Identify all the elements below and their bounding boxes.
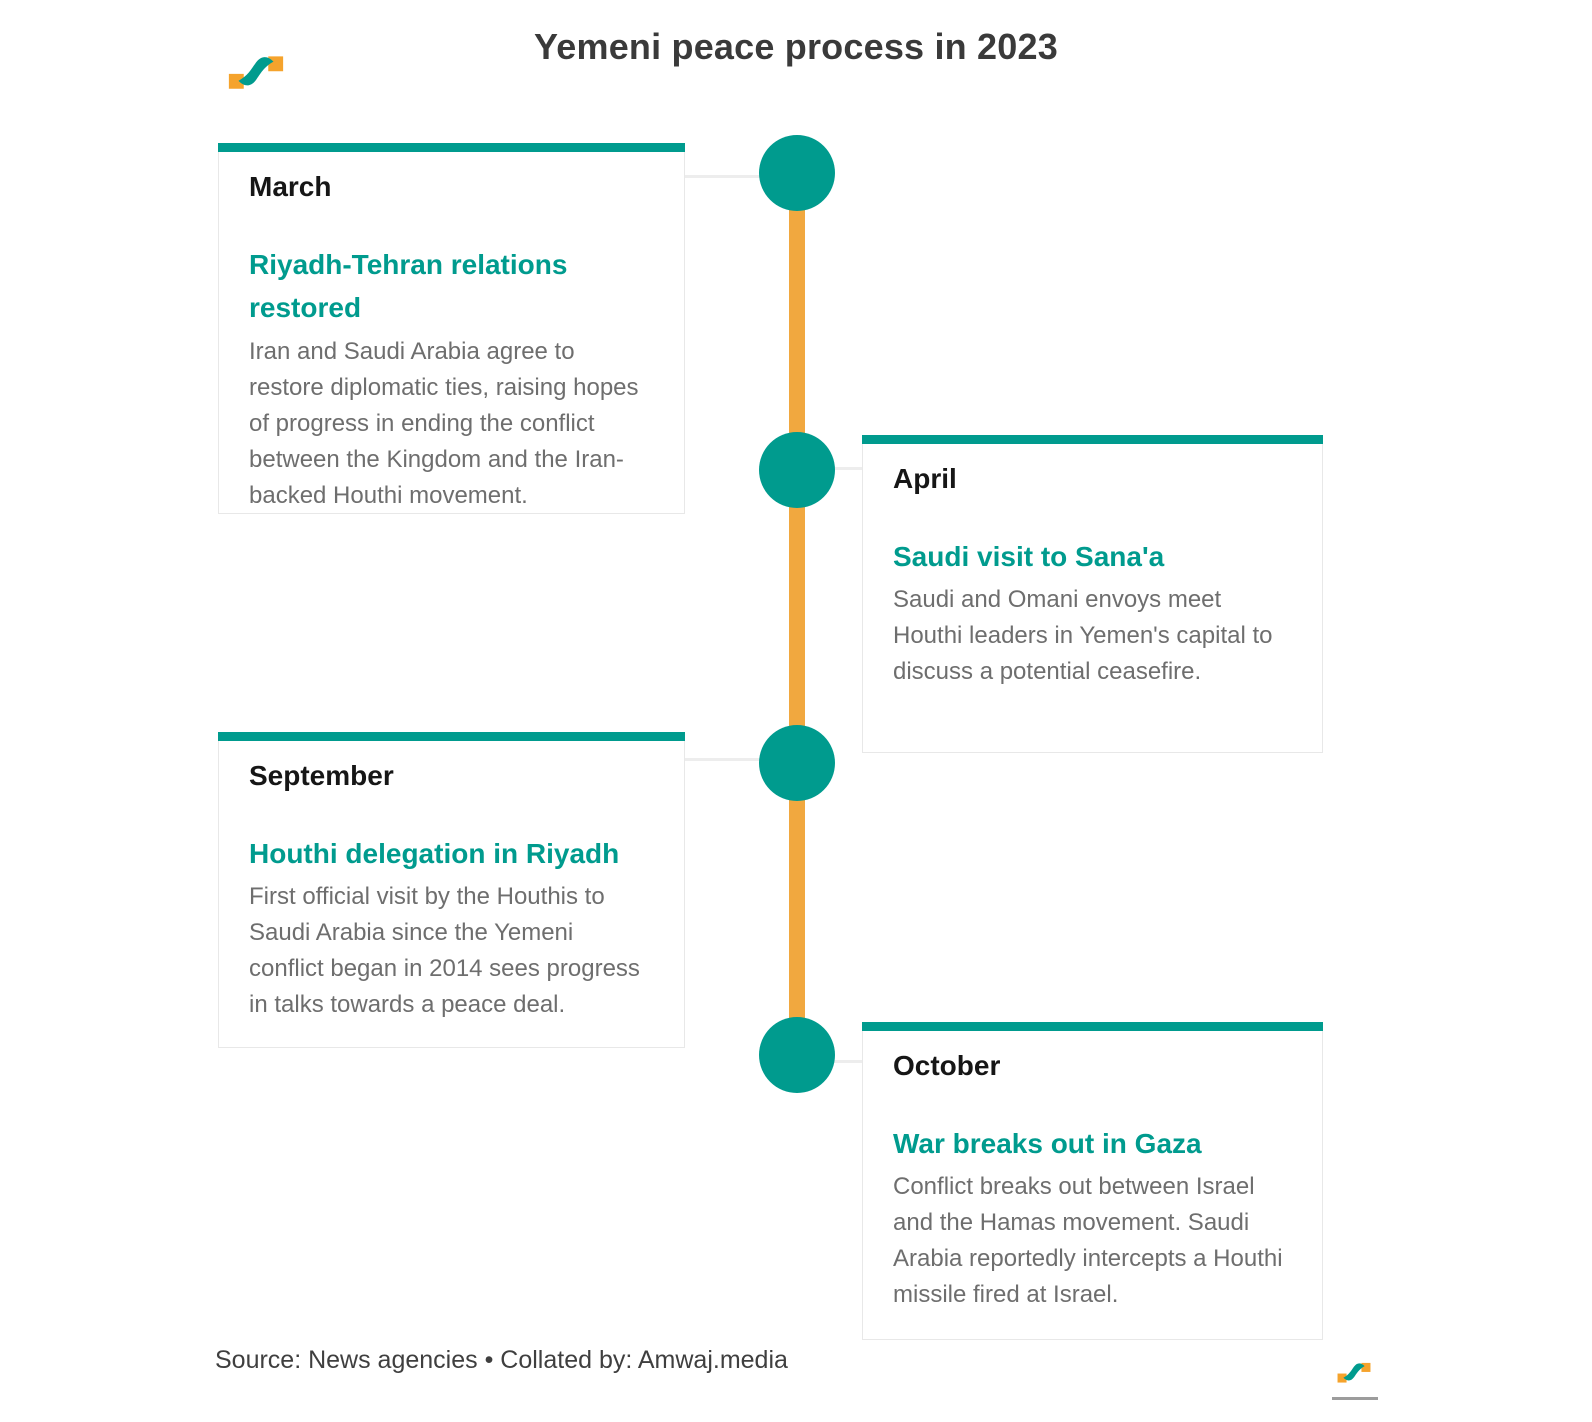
connector-line-september <box>684 758 760 761</box>
connector-line-april <box>834 467 864 470</box>
timeline-node-september <box>759 725 835 801</box>
card-accent-bar <box>218 143 685 152</box>
event-description: Saudi and Omani envoys meet Houthi leaders in Yemen's capital to discuss a potential ceasefire. <box>893 586 1273 686</box>
month-label: September <box>249 760 394 791</box>
timeline-node-march <box>759 135 835 211</box>
month-label: March <box>249 171 332 202</box>
event-description: Conflict breaks out between Israel and the Hamas movement. Saudi Arabia reportedly intercepts a Houthi missile fired at Israel. <box>893 1173 1283 1309</box>
page-title: Yemeni peace process in 2023 <box>534 26 1058 67</box>
timeline-node-october <box>759 1017 835 1093</box>
month-label: April <box>893 463 957 494</box>
card-accent-bar <box>862 435 1323 444</box>
event-description: First official visit by the Houthis to Saudi Arabia since the Yemeni conflict began in 2014 sees progress in talks towards a peace deal. <box>249 883 640 1019</box>
timeline-node-april <box>759 432 835 508</box>
card-accent-bar <box>862 1022 1323 1031</box>
event-headline: War breaks out in Gaza <box>893 1128 1202 1159</box>
footer-underline <box>1332 1397 1378 1400</box>
event-card-april <box>862 435 1323 753</box>
event-description: Iran and Saudi Arabia agree to restore diplomatic ties, raising hopes of progress in ending the conflict between the Kingdom and the Iran-backed Houthi movement. <box>249 337 639 509</box>
source-attribution: Source: News agencies • Collated by: Amwaj.media <box>215 1346 788 1374</box>
event-headline: Riyadh-Tehran relations restored <box>249 249 568 324</box>
event-card-october <box>862 1022 1323 1340</box>
connector-line-october <box>834 1060 864 1063</box>
card-accent-bar <box>218 732 685 741</box>
connector-line-march <box>684 175 760 178</box>
month-label: October <box>893 1050 1001 1081</box>
event-headline: Houthi delegation in Riyadh <box>249 838 620 869</box>
event-card-march <box>218 143 685 514</box>
event-card-september <box>218 732 685 1048</box>
timeline-spine <box>789 173 805 1055</box>
event-headline: Saudi visit to Sana'a <box>893 541 1165 572</box>
amwaj-media-logo-icon-footer <box>1337 1358 1371 1388</box>
